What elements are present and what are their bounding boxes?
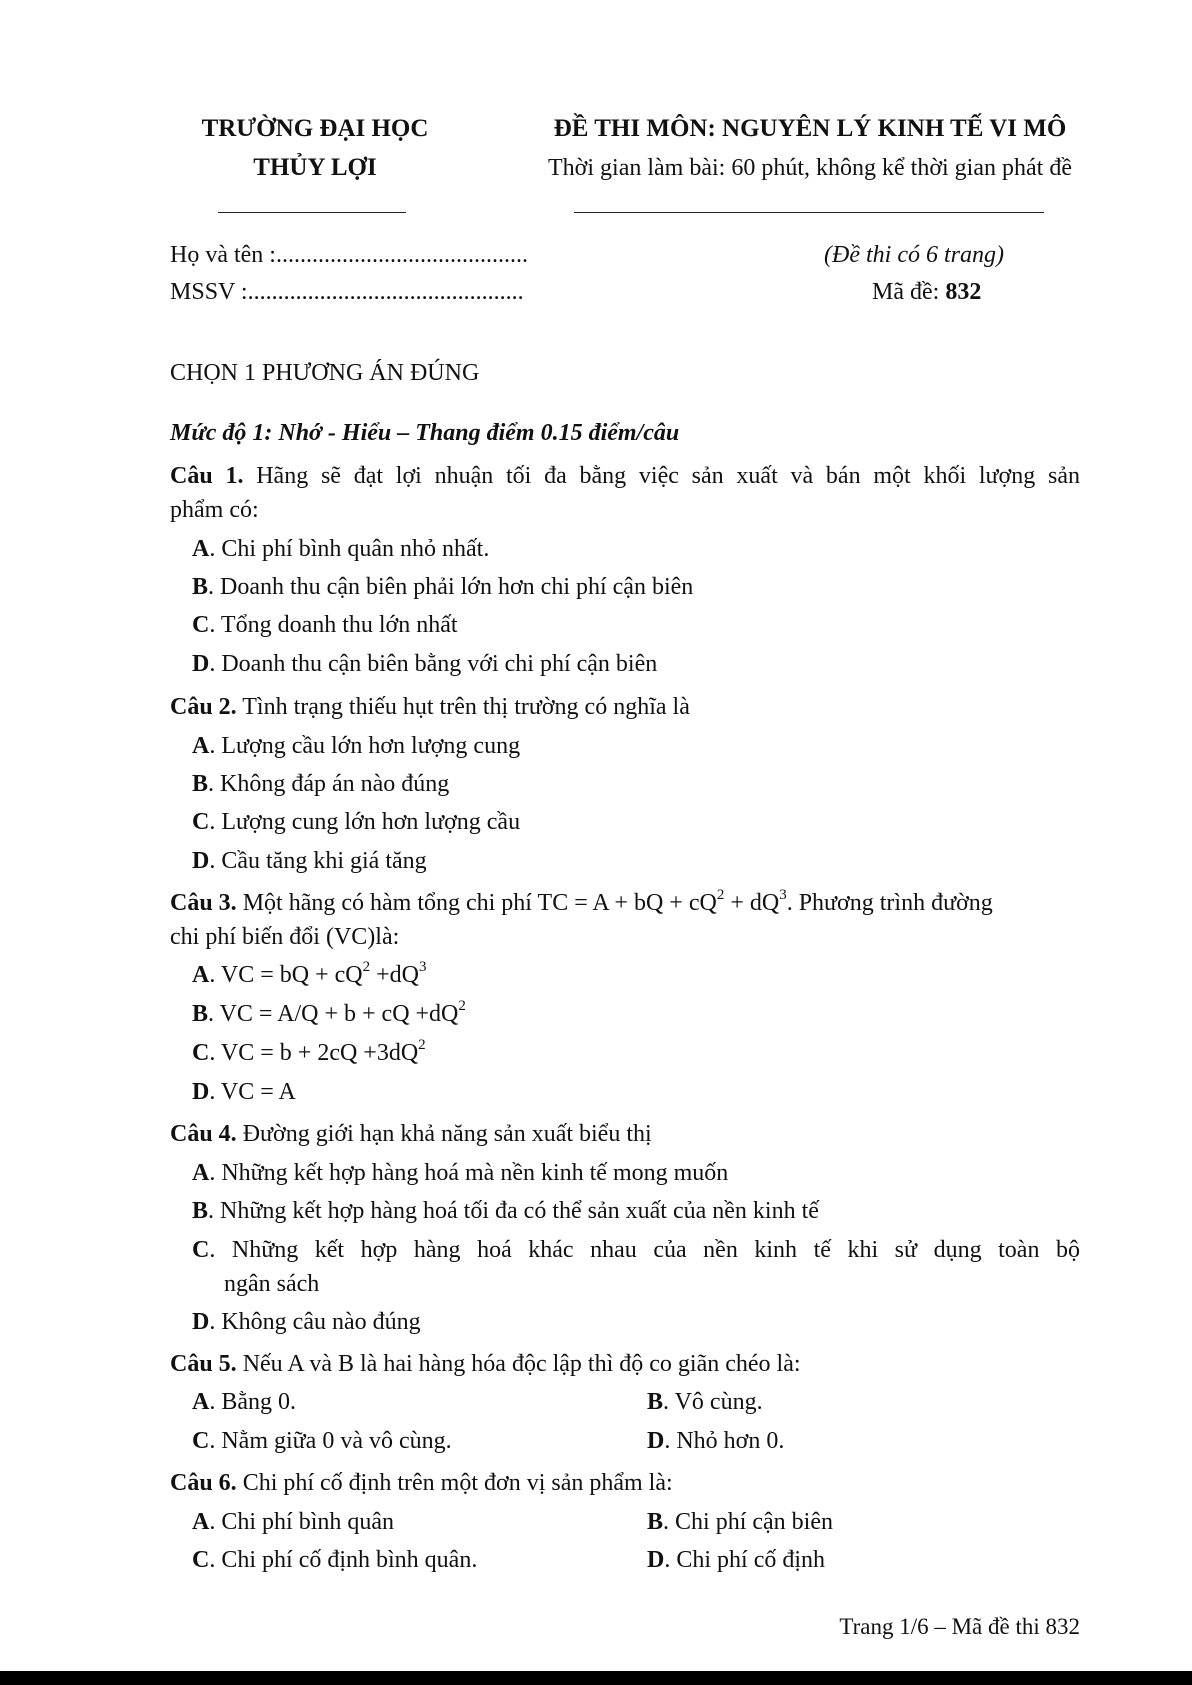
option-text: . Chi phí cận biên bbox=[663, 1509, 833, 1535]
question-label: Câu 3. bbox=[170, 890, 237, 916]
question-2 bbox=[170, 694, 690, 721]
option-key: D bbox=[192, 1079, 210, 1105]
divider-right bbox=[574, 212, 1044, 213]
question-text: Tình trạng thiếu hụt trên thị trường có nghĩa là bbox=[236, 694, 690, 720]
option-text: . VC = bQ + cQ bbox=[209, 962, 363, 988]
option-5a bbox=[192, 1389, 296, 1416]
option-text: . VC = A/Q + b + cQ +dQ bbox=[208, 1001, 459, 1027]
question-4 bbox=[170, 1121, 652, 1148]
option-text: . Những kết hợp hàng hoá tối đa có thể sản xuất của nền kinh tế bbox=[208, 1198, 819, 1224]
option-text: . Lượng cung lớn hơn lượng cầu bbox=[209, 809, 521, 835]
option-text: . Tổng doanh thu lớn nhất bbox=[209, 612, 458, 638]
option-key: A bbox=[192, 962, 210, 988]
option-key: B bbox=[647, 1389, 664, 1415]
question-text: Một hãng có hàm tổng chi phí TC = A + bQ + cQ bbox=[236, 890, 717, 916]
question-5 bbox=[170, 1351, 801, 1378]
level-heading: Mức độ 1: Nhớ - Hiểu – Thang điểm 0.15 điểm/câu bbox=[170, 420, 680, 446]
exam-code-value: 832 bbox=[945, 279, 982, 305]
option-2b bbox=[192, 771, 449, 798]
candidate-name-field: Họ và tên :.......................................... bbox=[170, 242, 528, 268]
pages-note: (Đề thi có 6 trang) bbox=[824, 242, 1004, 268]
option-1a bbox=[192, 536, 489, 563]
question-text: + dQ bbox=[724, 890, 780, 916]
option-text: . VC = b + 2cQ +3dQ bbox=[209, 1040, 419, 1066]
superscript: 3 bbox=[779, 887, 787, 903]
option-text: . Chi phí cố định bbox=[664, 1547, 826, 1573]
option-text: . Vô cùng. bbox=[663, 1389, 763, 1415]
option-key: B bbox=[647, 1509, 664, 1535]
superscript: 2 bbox=[458, 998, 466, 1014]
option-key: C bbox=[192, 1547, 210, 1573]
divider-left bbox=[218, 212, 406, 213]
option-1c bbox=[192, 612, 458, 639]
superscript: 2 bbox=[716, 887, 725, 903]
option-2d bbox=[192, 848, 427, 875]
school-name-line1: TRƯỜNG ĐẠI HỌC bbox=[201, 115, 429, 142]
exam-code bbox=[872, 279, 981, 306]
option-6b bbox=[647, 1509, 833, 1536]
superscript: 3 bbox=[419, 959, 427, 975]
question-label: Câu 1. bbox=[170, 463, 244, 489]
question-1 bbox=[170, 463, 1080, 490]
candidate-id-field: MSSV :.............................................. bbox=[170, 279, 524, 305]
option-text: . Không đáp án nào đúng bbox=[208, 771, 450, 797]
option-key: C bbox=[192, 612, 210, 638]
question-text: . Phương trình đường bbox=[786, 890, 993, 916]
instruction: CHỌN 1 PHƯƠNG ÁN ĐÚNG bbox=[170, 360, 480, 386]
option-5d bbox=[647, 1428, 784, 1455]
option-3a bbox=[192, 959, 427, 989]
option-text: . Những kết hợp hàng hoá khác nhau của nền kinh tế khi sử dụng toàn bộ bbox=[209, 1237, 1080, 1263]
question-3 bbox=[170, 887, 993, 917]
question-3-cont: chi phí biến đổi (VC)là: bbox=[170, 924, 400, 950]
option-5c bbox=[192, 1428, 452, 1455]
question-6 bbox=[170, 1470, 673, 1497]
option-text: . Bằng 0. bbox=[209, 1389, 297, 1415]
question-label: Câu 2. bbox=[170, 694, 237, 720]
question-1-cont: phẩm có: bbox=[170, 497, 259, 523]
bottom-edge-bar bbox=[0, 1671, 1192, 1685]
option-key: B bbox=[192, 771, 209, 797]
option-key: B bbox=[192, 574, 209, 600]
exam-code-label: Mã đề: bbox=[872, 279, 946, 305]
option-1b bbox=[192, 574, 693, 601]
option-text: . Doanh thu cận biên phải lớn hơn chi phí cận biên bbox=[208, 574, 694, 600]
option-4d bbox=[192, 1309, 421, 1336]
option-2a bbox=[192, 733, 520, 760]
option-text: . Nhỏ hơn 0. bbox=[664, 1428, 785, 1454]
question-label: Câu 4. bbox=[170, 1121, 237, 1147]
option-text: . Chi phí bình quân nhỏ nhất. bbox=[209, 536, 490, 562]
option-4a bbox=[192, 1160, 728, 1187]
option-key: D bbox=[647, 1547, 665, 1573]
option-text: . Lượng cầu lớn hơn lượng cung bbox=[209, 733, 521, 759]
page-footer: Trang 1/6 – Mã đề thi 832 bbox=[839, 1614, 1080, 1639]
option-1d bbox=[192, 651, 657, 678]
question-label: Câu 5. bbox=[170, 1351, 237, 1377]
exam-title: ĐỀ THI MÔN: NGUYÊN LÝ KINH TẾ VI MÔ bbox=[553, 115, 1067, 142]
option-6a bbox=[192, 1509, 394, 1536]
question-label: Câu 6. bbox=[170, 1470, 237, 1496]
option-text: . Chi phí cố định bình quân. bbox=[209, 1547, 478, 1573]
question-text: Chi phí cố định trên một đơn vị sản phẩm là: bbox=[236, 1470, 673, 1496]
option-key: A bbox=[192, 536, 210, 562]
option-key: D bbox=[192, 848, 210, 874]
option-key: A bbox=[192, 1509, 210, 1535]
option-3d bbox=[192, 1079, 296, 1106]
superscript: 2 bbox=[362, 959, 371, 975]
option-6c bbox=[192, 1547, 477, 1574]
option-key: B bbox=[192, 1001, 209, 1027]
option-3b bbox=[192, 998, 466, 1028]
option-6d bbox=[647, 1547, 825, 1574]
option-text: . Cầu tăng khi giá tăng bbox=[209, 848, 427, 874]
option-text: +dQ bbox=[370, 962, 420, 988]
option-2c bbox=[192, 809, 520, 836]
option-text: . Nằm giữa 0 và vô cùng. bbox=[209, 1428, 452, 1454]
option-key: D bbox=[647, 1428, 665, 1454]
option-key: A bbox=[192, 1160, 210, 1186]
question-text: Nếu A và B là hai hàng hóa độc lập thì độ co giãn chéo là: bbox=[236, 1351, 801, 1377]
school-name-line2: THỦY LỢI bbox=[253, 154, 377, 181]
option-text: . Doanh thu cận biên bằng với chi phí cận biên bbox=[209, 651, 658, 677]
option-text: . Những kết hợp hàng hoá mà nền kinh tế mong muốn bbox=[209, 1160, 729, 1186]
question-text: Hãng sẽ đạt lợi nhuận tối đa bằng việc sản xuất và bán một khối lượng sản bbox=[243, 463, 1080, 489]
option-5b bbox=[647, 1389, 763, 1416]
question-text: Đường giới hạn khả năng sản xuất biểu thị bbox=[236, 1121, 652, 1147]
option-4c bbox=[192, 1237, 1080, 1264]
option-4b bbox=[192, 1198, 819, 1225]
exam-time: Thời gian làm bài: 60 phút, không kể thời gian phát đề bbox=[548, 155, 1072, 181]
option-text: . VC = A bbox=[209, 1079, 296, 1105]
option-3c bbox=[192, 1037, 426, 1067]
option-key: C bbox=[192, 1428, 210, 1454]
option-4c-cont: ngân sách bbox=[224, 1271, 320, 1297]
superscript: 2 bbox=[418, 1037, 426, 1053]
option-key: D bbox=[192, 1309, 210, 1335]
option-key: A bbox=[192, 733, 210, 759]
option-text: . Không câu nào đúng bbox=[209, 1309, 421, 1335]
option-key: C bbox=[192, 1040, 210, 1066]
option-key: C bbox=[192, 1237, 210, 1263]
option-key: D bbox=[192, 651, 210, 677]
option-key: B bbox=[192, 1198, 209, 1224]
option-key: A bbox=[192, 1389, 210, 1415]
option-key: C bbox=[192, 809, 210, 835]
option-text: . Chi phí bình quân bbox=[209, 1509, 395, 1535]
